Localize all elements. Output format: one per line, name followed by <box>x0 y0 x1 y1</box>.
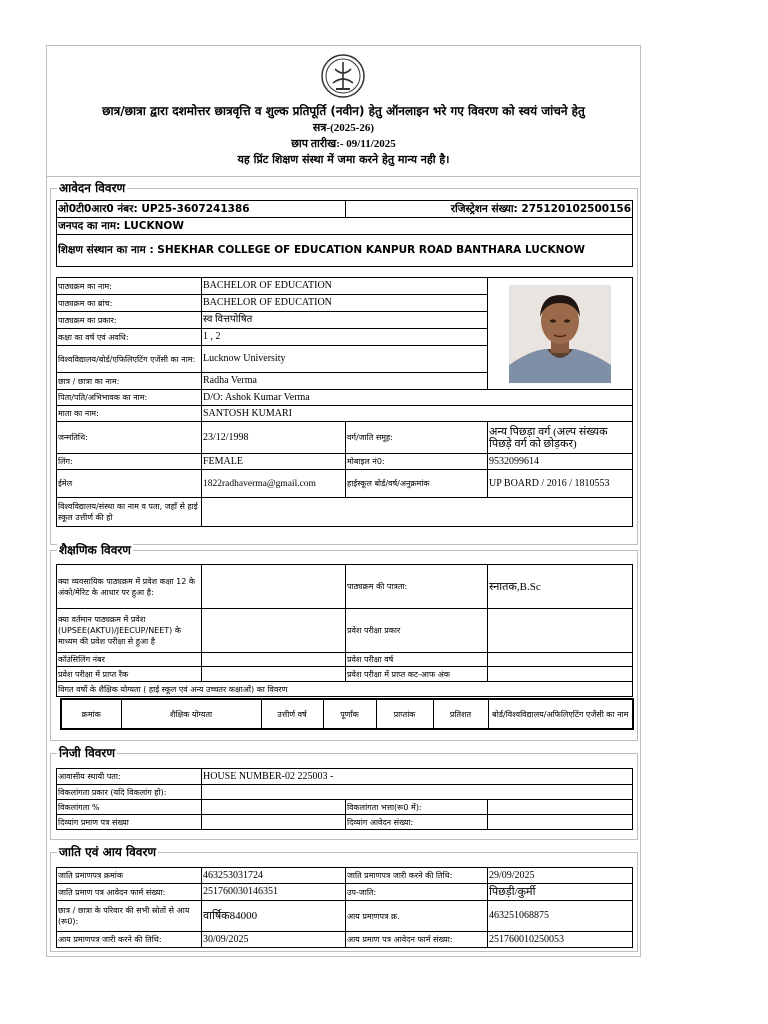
hs-institution-value <box>202 498 633 527</box>
exam-type-value <box>488 609 633 653</box>
student-name: Radha Verma <box>202 373 488 390</box>
branch-label: पाठ्यक्रम का ब्रांच: <box>57 295 202 312</box>
disability-cert-value <box>202 815 346 830</box>
caste-app-no: 251760030146351 <box>202 884 346 901</box>
q-entrance-admission: क्या वर्तमान पाठ्यक्रम में प्रवेश (UPSEE(AKTU)/JEECUP/NEET) के माध्यम की प्रवेश परीक्षा से हुआ है <box>57 609 202 653</box>
academic-table <box>56 564 633 697</box>
disability-application-value <box>488 815 633 830</box>
hs-institution-label: विश्वविद्यालय/संस्था का नाम व पता, जहाँ से हाई स्कूल उत्तीर्ण की हो <box>57 498 202 527</box>
course-type-label: पाठ्यक्रम का प्रकार: <box>57 312 202 329</box>
caste-cert-no-label: जाति प्रमाणपत्र क्रमांक <box>57 868 202 884</box>
disability-type-label: विकलांगता प्रकार (यदि विकलांग हो): <box>57 785 202 800</box>
email-label: ईमेल <box>57 470 202 498</box>
disability-application-label: दिव्यांग आवेदन संख्या: <box>346 815 488 830</box>
university-label: विश्वविद्यालय/बोर्ड/एफिलिएटिंग एजेंसी का नाम: <box>57 346 202 373</box>
header-session: सत्र-(2025-26) <box>312 122 375 134</box>
dob: 23/12/1998 <box>202 422 346 454</box>
rank-value <box>202 667 346 682</box>
subcaste: पिछड़ी/कुर्मी <box>488 884 633 901</box>
disability-allowance-label: विकलांगता भत्ता(रू0 में): <box>346 800 488 815</box>
year-value: 1 , 2 <box>202 329 488 346</box>
application-section <box>50 181 638 545</box>
col-percentage: प्रतिशत <box>433 699 488 729</box>
income-cert: 463251068875 <box>488 901 633 932</box>
mother-name: SANTOSH KUMARI <box>202 406 633 422</box>
family-income-label: छात्र / छात्रा के परिवार की सभी स्रोतों से आय (रू0): <box>57 901 202 932</box>
personal-section <box>50 746 638 840</box>
mobile: 9532099614 <box>488 454 633 470</box>
cutoff-value <box>488 667 633 682</box>
disability-percent-value <box>202 800 346 815</box>
income-app-label: आय प्रमाण पत्र आवेदन फार्म संख्या: <box>346 932 488 948</box>
application-table <box>56 200 633 267</box>
printout-sheet <box>46 45 641 957</box>
course-name-label: पाठ्यक्रम का नाम: <box>57 278 202 295</box>
col-obtained-marks: प्राप्तांक <box>376 699 433 729</box>
university: Lucknow University <box>202 346 488 373</box>
exam-type-label: प्रवेश परीक्षा प्रकार <box>346 609 488 653</box>
highschool-label: हाईस्कूल बोर्ड/वर्ष/अनुक्रमांक <box>346 470 488 498</box>
cutoff-label: प्रवेश परीक्षा में प्राप्त कट-आफ अंक <box>346 667 488 682</box>
caste-group: अन्य पिछड़ा वर्ग (अल्प संख्यक पिछड़े वर्ग को छोड़कर) <box>488 422 633 454</box>
col-max-marks: पूर्णांक <box>323 699 376 729</box>
income-date-label: आय प्रमाणपत्र जारी करने की तिथि: <box>57 932 202 948</box>
eligibility-label: पाठ्यक्रम की पात्रता: <box>346 565 488 609</box>
qualification-header-table <box>60 698 634 730</box>
col-pass-year: उत्तीर्ण वर्ष <box>261 699 323 729</box>
student-name-label: छात्र / छात्रा का नाम: <box>57 373 202 390</box>
counselling-label: कॉउंसिलिंग नंबर <box>57 653 202 667</box>
income-cert-label: आय प्रमाणपत्र क्र. <box>346 901 488 932</box>
mobile-label: मोबाइल नं0: <box>346 454 488 470</box>
course-type: स्व वित्तपोषित <box>202 312 488 329</box>
otr-number: ओ0टी0आर0 नंबर: UP25-3607241386 <box>57 201 346 218</box>
exam-year-value <box>488 653 633 667</box>
address: HOUSE NUMBER-02 225003 - <box>202 769 633 785</box>
gender-label: लिंग: <box>57 454 202 470</box>
gender: FEMALE <box>202 454 346 470</box>
application-details-table <box>56 277 633 527</box>
academic-legend: शैक्षणिक विवरण <box>59 543 131 557</box>
caste-income-table <box>56 867 633 948</box>
registration-number: रजिस्ट्रेशन संख्या: 275120102500156 <box>346 201 633 218</box>
academic-section <box>50 543 638 741</box>
q-merit-admission: क्या व्यवसायिक पाठ्यक्रम में प्रवेश कक्षा 12 के अंको/मेरिट के आधार पर हुआ है: <box>57 565 202 609</box>
counselling-value <box>202 653 346 667</box>
up-government-emblem-icon <box>317 53 369 99</box>
caste-legend: जाति एवं आय विवरण <box>59 845 157 859</box>
header-print-date: छाप तारीख:- 09/11/2025 <box>291 138 396 150</box>
email: 1822radhaverma@gmail.com <box>202 470 346 498</box>
disability-cert-label: दिव्यांग प्रमाण पत्र संख्या <box>57 815 202 830</box>
photo-cell <box>488 278 633 390</box>
highschool: UP BOARD / 2016 / 1810553 <box>488 470 633 498</box>
header-title: छात्र/छात्रा द्वारा दशमोत्तर छात्रवृत्ति व शुल्क प्रतिपूर्ति (नवीन) हेतु ऑनलाइन भरे गए विवरण को स्वयं जांचने हेतु <box>102 104 585 118</box>
personal-table <box>56 768 633 830</box>
disability-allowance-value <box>488 800 633 815</box>
student-photo <box>509 285 611 383</box>
col-board: बोर्ड/विश्वविद्यालय/अफिलिएटिंग एजेंसी का नाम <box>488 699 633 729</box>
dob-label: जन्मतिथि: <box>57 422 202 454</box>
eligibility: स्नातक,B.Sc <box>488 565 633 609</box>
col-serial: क्रमांक <box>61 699 121 729</box>
caste-cert-no: 463253031724 <box>202 868 346 884</box>
district-name: जनपद का नाम: LUCKNOW <box>57 218 633 235</box>
caste-group-label: वर्ग/जाति समूह: <box>346 422 488 454</box>
caste-app-no-label: जाति प्रमाण पत्र आवेदन फार्म संख्या: <box>57 884 202 901</box>
disability-percent-label: विकलांगता % <box>57 800 202 815</box>
header-note: यह प्रिंट शिक्षण संस्था में जमा करने हेतु मान्य नही है। <box>237 153 450 166</box>
income-app: 251760010250053 <box>488 932 633 948</box>
address-label: आवासीय स्थायी पता: <box>57 769 202 785</box>
caste-cert-date: 29/09/2025 <box>488 868 633 884</box>
guardian-label: पिता/पति/अभिभावक का नाम: <box>57 390 202 406</box>
personal-legend: निजी विवरण <box>59 746 115 760</box>
col-qualification: शैक्षिक योग्यता <box>121 699 261 729</box>
family-income: वार्षिक84000 <box>202 901 346 932</box>
caste-cert-date-label: जाति प्रमाणपत्र जारी करने की तिथि: <box>346 868 488 884</box>
rank-label: प्रवेश परीक्षा में प्राप्त रैंक <box>57 667 202 682</box>
caste-income-section <box>50 845 638 952</box>
year-label: कक्षा का वर्ष एवं अवधि: <box>57 329 202 346</box>
course-name: BACHELOR OF EDUCATION <box>202 278 488 295</box>
branch: BACHELOR OF EDUCATION <box>202 295 488 312</box>
mother-label: माता का नाम: <box>57 406 202 422</box>
subcaste-label: उप-जाति: <box>346 884 488 901</box>
application-legend: आवेदन विवरण <box>59 181 126 195</box>
guardian-name: D/O: Ashok Kumar Verma <box>202 390 633 406</box>
institution-name: शिक्षण संस्थान का नाम : SHEKHAR COLLEGE OF EDUCATION KANPUR ROAD BANTHARA LUCKNOW <box>57 235 633 267</box>
document-header <box>47 46 640 177</box>
exam-year-label: प्रवेश परीक्षा वर्ष <box>346 653 488 667</box>
q-entrance-admission-value <box>202 609 346 653</box>
income-date: 30/09/2025 <box>202 932 346 948</box>
q-merit-admission-value <box>202 565 346 609</box>
disability-type-value <box>202 785 633 800</box>
previous-qualification-title: विगत वर्षो के शैक्षिक योग्यता ( हाई स्कूल एवं अन्य उच्चतर कक्षाओं) का विवरण <box>57 682 633 697</box>
